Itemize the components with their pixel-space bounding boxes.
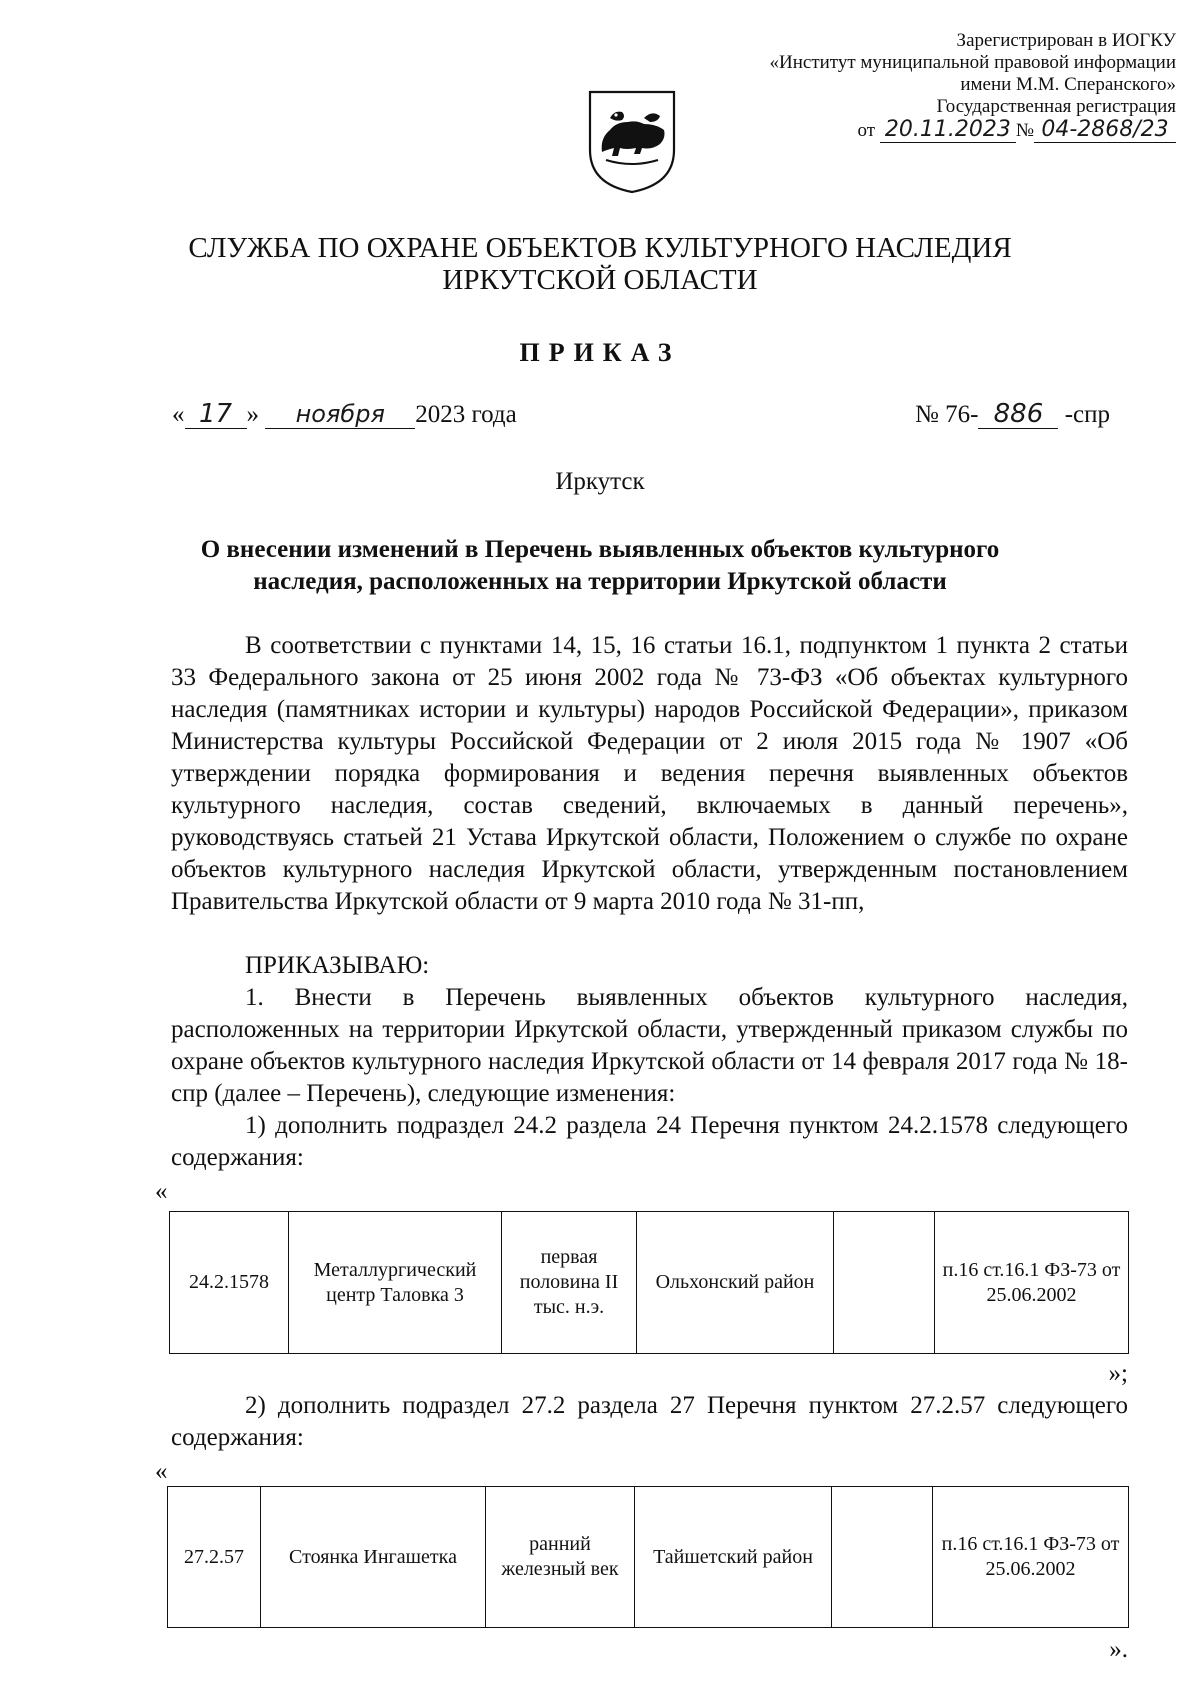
table-cell-dating: ранний железный век <box>486 1487 635 1628</box>
order-word: ПРИКАЗЫВАЮ: <box>245 952 430 979</box>
registration-number: 04-2868/23 <box>1034 118 1176 143</box>
order-title <box>120 534 1080 598</box>
table-1-close-quote: »; <box>1108 1360 1128 1387</box>
table-cell-basis: п.16 ст.16.1 ФЗ-73 от 25.06.2002 <box>933 1487 1129 1628</box>
item-1-paragraph: 1. Внести в Перечень выявленных объектов культурного наследия, расположенных на территории Иркутской области, утвержденный приказом службы по охране объектов культурного наследия Иркутской области от 14 февраля 2017 года № 18-спр (далее – Перечень), следующие изменения: <box>171 984 1128 1107</box>
registration-block <box>656 30 1176 143</box>
date-month: ноября <box>265 400 415 429</box>
order-number-suffix: -спр <box>1064 401 1110 428</box>
registration-line: «Институт муниципальной правовой информации <box>769 52 1176 73</box>
table-cell-empty <box>832 1487 933 1628</box>
table-2-open-quote: « <box>155 1458 168 1485</box>
table-2-close-quote: ». <box>1109 1636 1128 1663</box>
order-number-value: 886 <box>978 400 1058 429</box>
table-row <box>168 1487 1129 1628</box>
table-cell-name: Стоянка Ингашетка <box>261 1487 486 1628</box>
registration-line: имени М.М. Сперанского» <box>960 74 1176 95</box>
order-title-line: наследия, расположенных на территории Иркутской области <box>253 568 947 595</box>
order-number <box>915 400 1110 429</box>
registration-date-number <box>656 118 1176 143</box>
registration-date: 20.11.2023 <box>880 118 1016 143</box>
table-cell-name: Металлургический центр Таловка 3 <box>289 1212 502 1354</box>
sub-item-2-paragraph: 2) дополнить подраздел 27.2 раздела 27 Перечня пунктом 27.2.57 следующего содержания: <box>171 1392 1128 1451</box>
agency-name-line: ИРКУТСКОЙ ОБЛАСТИ <box>442 264 758 296</box>
registration-line: Государственная регистрация <box>936 96 1176 117</box>
table-cell-number: 27.2.57 <box>168 1487 261 1628</box>
agency-name-line: СЛУЖБА ПО ОХРАНЕ ОБЪЕКТОВ КУЛЬТУРНОГО НАСЛЕДИЯ <box>188 232 1012 264</box>
date-day: 17 <box>185 400 247 429</box>
agency-name <box>0 232 1200 296</box>
registration-from-label: от <box>857 120 876 141</box>
document-type-heading: ПРИКАЗ <box>519 338 681 367</box>
table-cell-location: Тайшетский район <box>635 1487 832 1628</box>
sub-item-1-paragraph: 1) дополнить подраздел 24.2 раздела 24 Перечня пунктом 24.2.1578 следующего содержания: <box>171 1112 1128 1171</box>
table-cell-dating: первая половина II тыс. н.э. <box>502 1212 637 1354</box>
preamble-paragraph: В соответствии с пунктами 14, 15, 16 статьи 16.1, подпунктом 1 пункта 2 статьи 33 Федерального закона от 25 июня 2002 года № 73-ФЗ «Об объектах культурного наследия (памятниках истории и культуры) народов Российской Федерации», приказом Министерства культуры Российской Федерации от 2 июля 2015 года № 1907 «Об утверждении порядка формирования и ведения перечня выявленных объектов культурного наследия, состав сведений, включаемых в данный перечень», руководствуясь статьей 21 Устава Иркутской области, Положением о службе по охране объектов культурного наследия Иркутской области, утвержденным постановлением Правительства Иркутской области от 9 марта 2010 года № 31-пп, <box>171 632 1128 915</box>
order-title-line: О внесении изменений в Перечень выявленных объектов культурного <box>200 536 1000 563</box>
table-cell-number: 24.2.1578 <box>170 1212 289 1354</box>
objects-table-2 <box>167 1486 1129 1628</box>
order-number-prefix: № 76- <box>915 401 979 428</box>
table-row <box>170 1212 1129 1354</box>
objects-table-1 <box>169 1211 1129 1354</box>
date-close-quote: » <box>246 401 259 428</box>
table-cell-location: Ольхонский район <box>637 1212 834 1354</box>
table-cell-basis: п.16 ст.16.1 ФЗ-73 от 25.06.2002 <box>935 1212 1129 1354</box>
date-open-quote: « <box>172 401 185 428</box>
table-cell-empty <box>834 1212 935 1354</box>
order-date <box>172 400 517 429</box>
date-year: 2023 года <box>415 401 517 428</box>
table-1-open-quote: « <box>155 1178 168 1205</box>
coat-of-arms-emblem <box>586 88 678 194</box>
city: Иркутск <box>555 468 645 495</box>
registration-no-label: № <box>1015 120 1034 141</box>
registration-line: Зарегистрирован в ИОГКУ <box>956 30 1176 51</box>
